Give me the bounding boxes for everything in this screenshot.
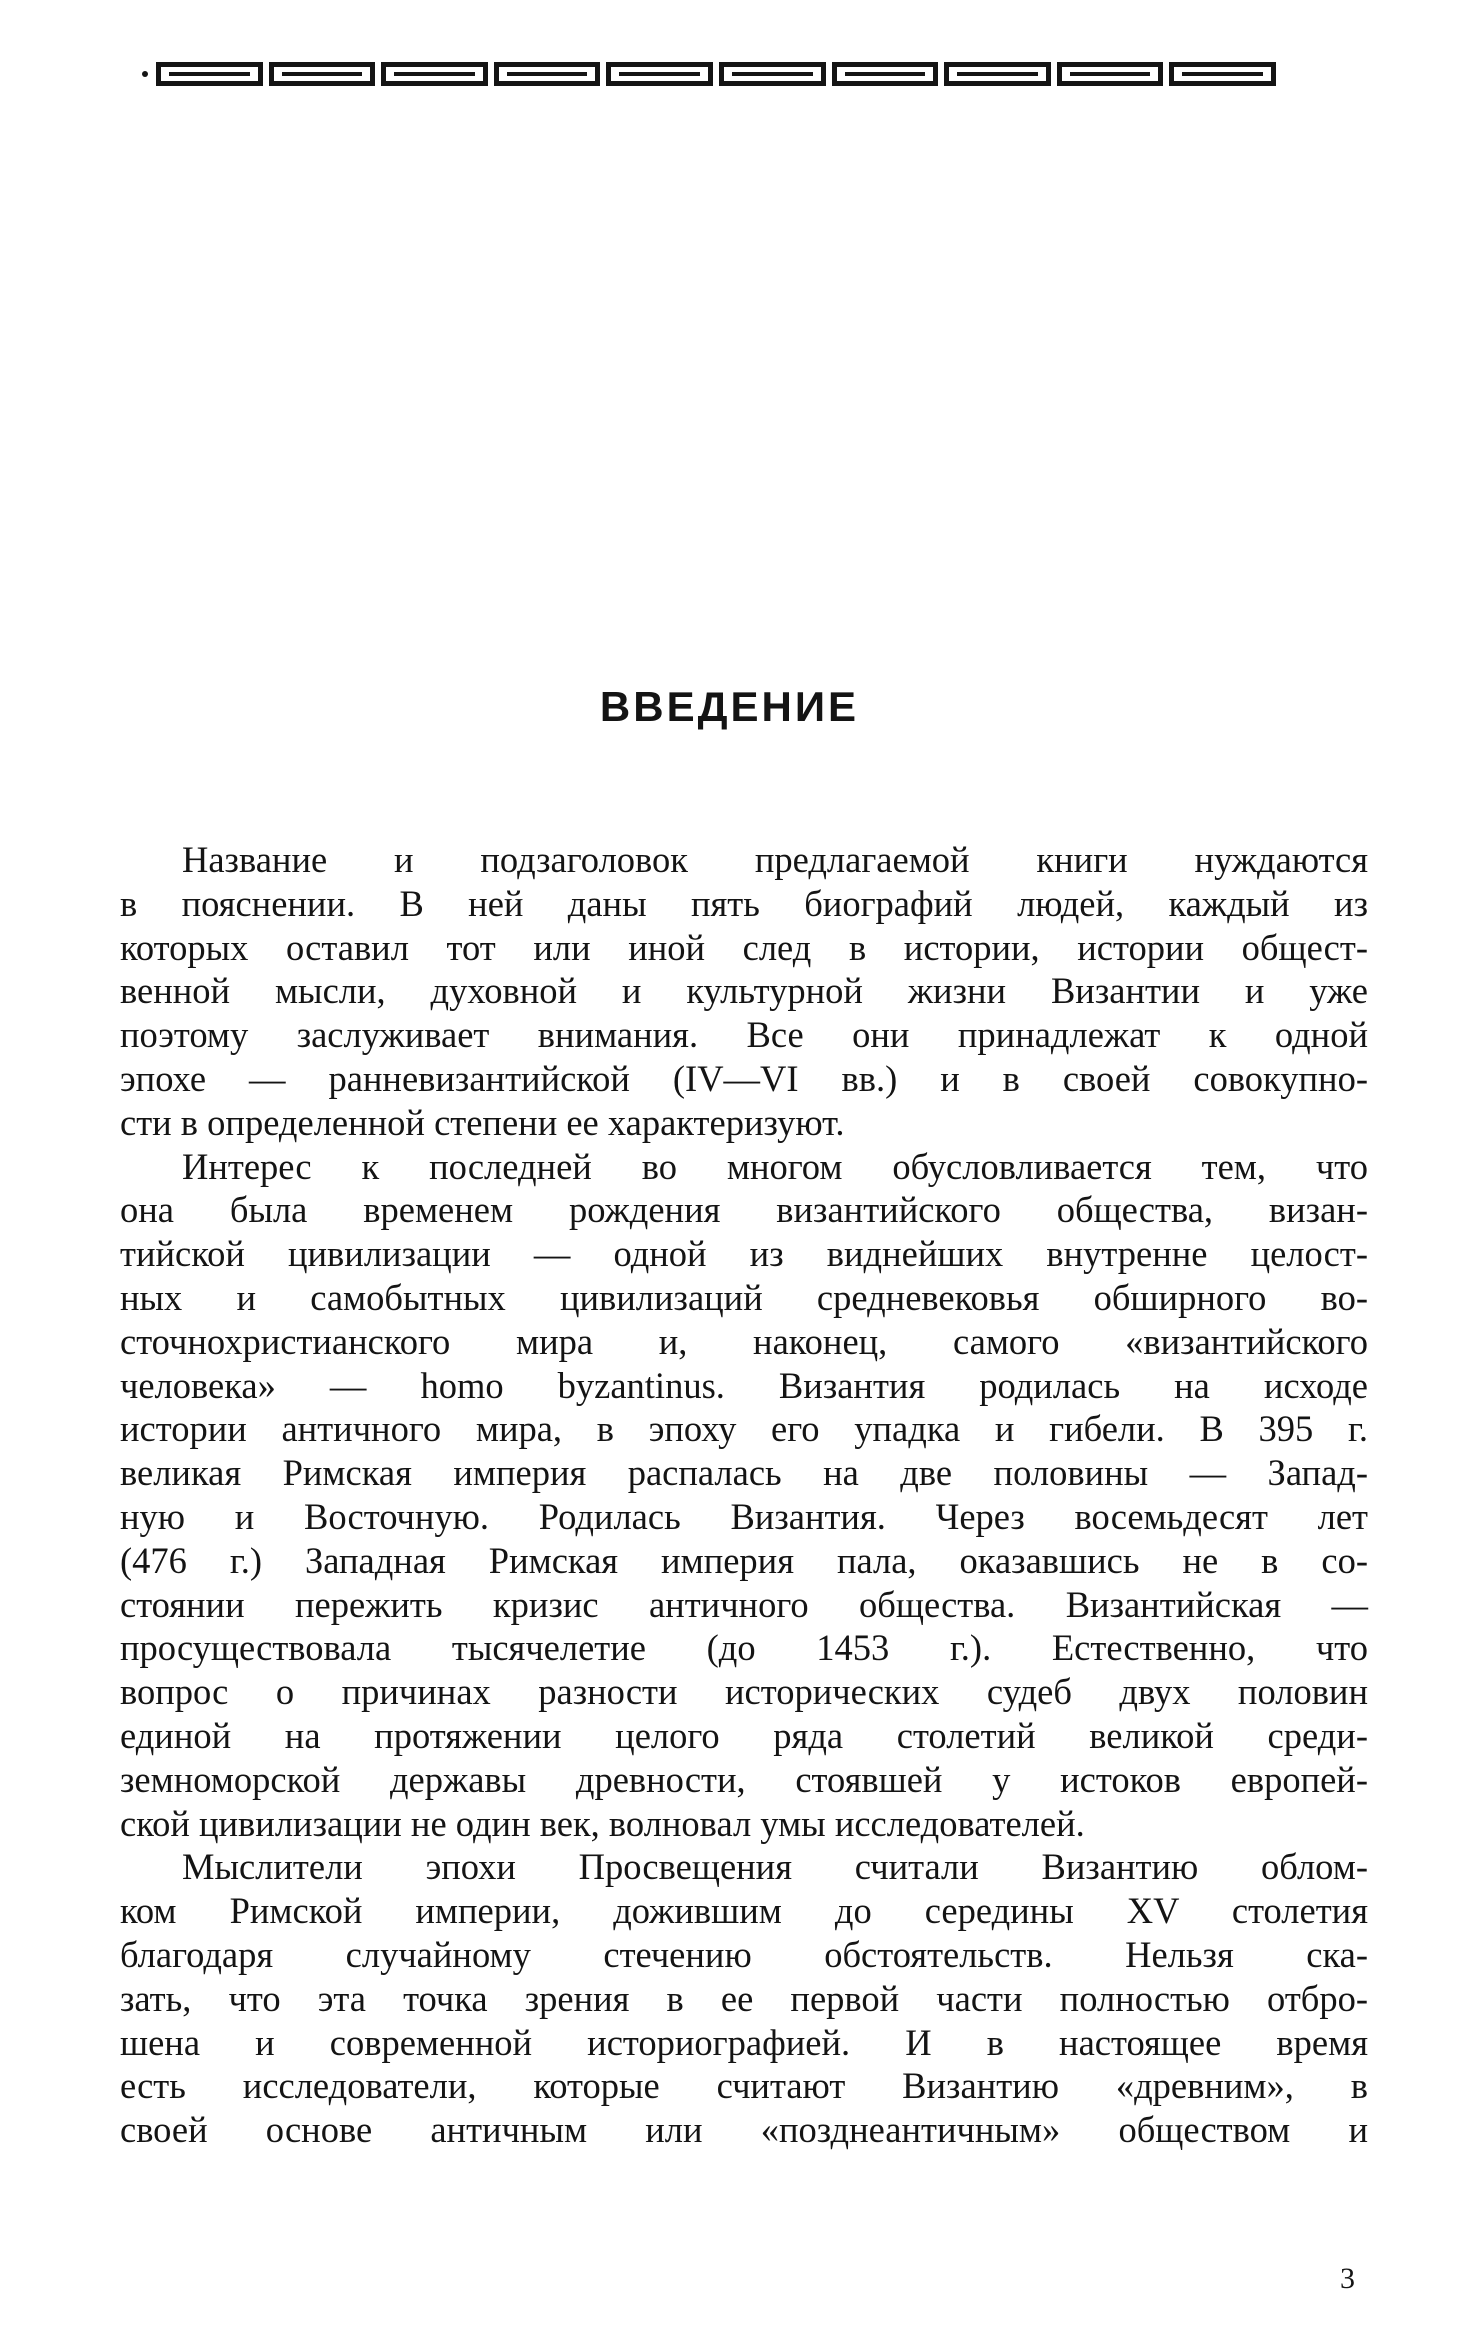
text-line: (476 г.) Западная Римская империя пала, оказавшись не в со- — [120, 1539, 1368, 1581]
ornament-segment — [156, 62, 263, 86]
text-line: ской цивилизации не один век, волновал умы исследователей. — [120, 1802, 1085, 1844]
text-line: стоянии пережить кризис античного общества. Византийская — — [120, 1583, 1368, 1625]
text-line: Мыслители эпохи Просвещения считали Византию облом- — [182, 1846, 1368, 1888]
text-line: великая Римская империя распалась на две половины — Запад- — [120, 1452, 1368, 1494]
text-line: ком Римской империи, дожившим до середины XV столетия — [120, 1890, 1368, 1932]
ornament-segment — [944, 62, 1051, 86]
text-line: венной мысли, духовной и культурной жизни Византии и уже — [120, 970, 1368, 1012]
text-line: своей основе античным или «позднеантичным» обществом и — [120, 2109, 1368, 2151]
ornament-segment — [719, 62, 826, 86]
text-line: есть исследователи, которые считают Византию «древним», в — [120, 2065, 1368, 2107]
chapter-title: ВВЕДЕНИЕ — [599, 683, 860, 730]
ornament-dot — [142, 71, 148, 77]
ornament-segment — [494, 62, 601, 86]
paragraph-1 — [120, 838, 1368, 1145]
ornament-segment — [381, 62, 488, 86]
text-line: зать, что эта точка зрения в ее первой части полностью отбро- — [120, 1977, 1368, 2019]
ornament-segment — [1169, 62, 1276, 86]
text-line: поэтому заслуживает внимания. Все они принадлежат к одной — [120, 1014, 1368, 1056]
text-line: ную и Восточную. Родилась Византия. Через восемьдесят лет — [120, 1495, 1368, 1537]
body-text — [120, 838, 1368, 2152]
text-line: человека» — homo byzantinus. Византия родилась на исходе — [120, 1364, 1368, 1406]
ornament-segment — [832, 62, 939, 86]
text-line: шена и современной историографией. И в настоящее время — [120, 2021, 1368, 2063]
text-line: она была временем рождения византийского общества, визан- — [120, 1189, 1368, 1231]
text-line: земноморской державы древности, стоявшей у истоков европей- — [120, 1758, 1368, 1800]
text-line: ных и самобытных цивилизаций средневековья обширного во- — [120, 1276, 1368, 1318]
text-line: в пояснении. В ней даны пять биографий людей, каждый из — [120, 882, 1368, 924]
text-line: сти в определенной степени ее характеризуют. — [120, 1101, 845, 1143]
text-line: истории античного мира, в эпоху его упадка и гибели. В 395 г. — [120, 1408, 1368, 1450]
text-line: сточнохристианского мира и, наконец, самого «византийского — [120, 1320, 1368, 1362]
page-number: 3 — [1340, 2262, 1355, 2295]
text-line: которых оставил тот или иной след в истории, истории общест- — [120, 926, 1368, 968]
text-line: вопрос о причинах разности исторических судеб двух половин — [120, 1671, 1368, 1713]
text-line: Интерес к последней во многом обусловливается тем, что — [182, 1145, 1368, 1187]
ornament-segment — [606, 62, 713, 86]
decorative-border-icon — [142, 56, 1276, 92]
paragraph-3 — [120, 1845, 1368, 2152]
text-line: просуществовала тысячелетие (до 1453 г.). Естественно, что — [120, 1627, 1368, 1669]
text-line: Название и подзаголовок предлагаемой книги нуждаются — [182, 839, 1368, 880]
text-line: тийской цивилизации — одной из виднейших внутренне целост- — [120, 1233, 1368, 1275]
text-line: единой на протяжении целого ряда столетий великой среди- — [120, 1714, 1368, 1756]
text-line: эпохе — ранневизантийской (IV—VI вв.) и в своей совокупно- — [120, 1057, 1368, 1099]
ornament-segment — [1057, 62, 1164, 86]
ornament-segment — [269, 62, 376, 86]
paragraph-2 — [120, 1145, 1368, 1846]
text-line: благодаря случайному стечению обстоятельств. Нельзя ска- — [120, 1933, 1368, 1975]
